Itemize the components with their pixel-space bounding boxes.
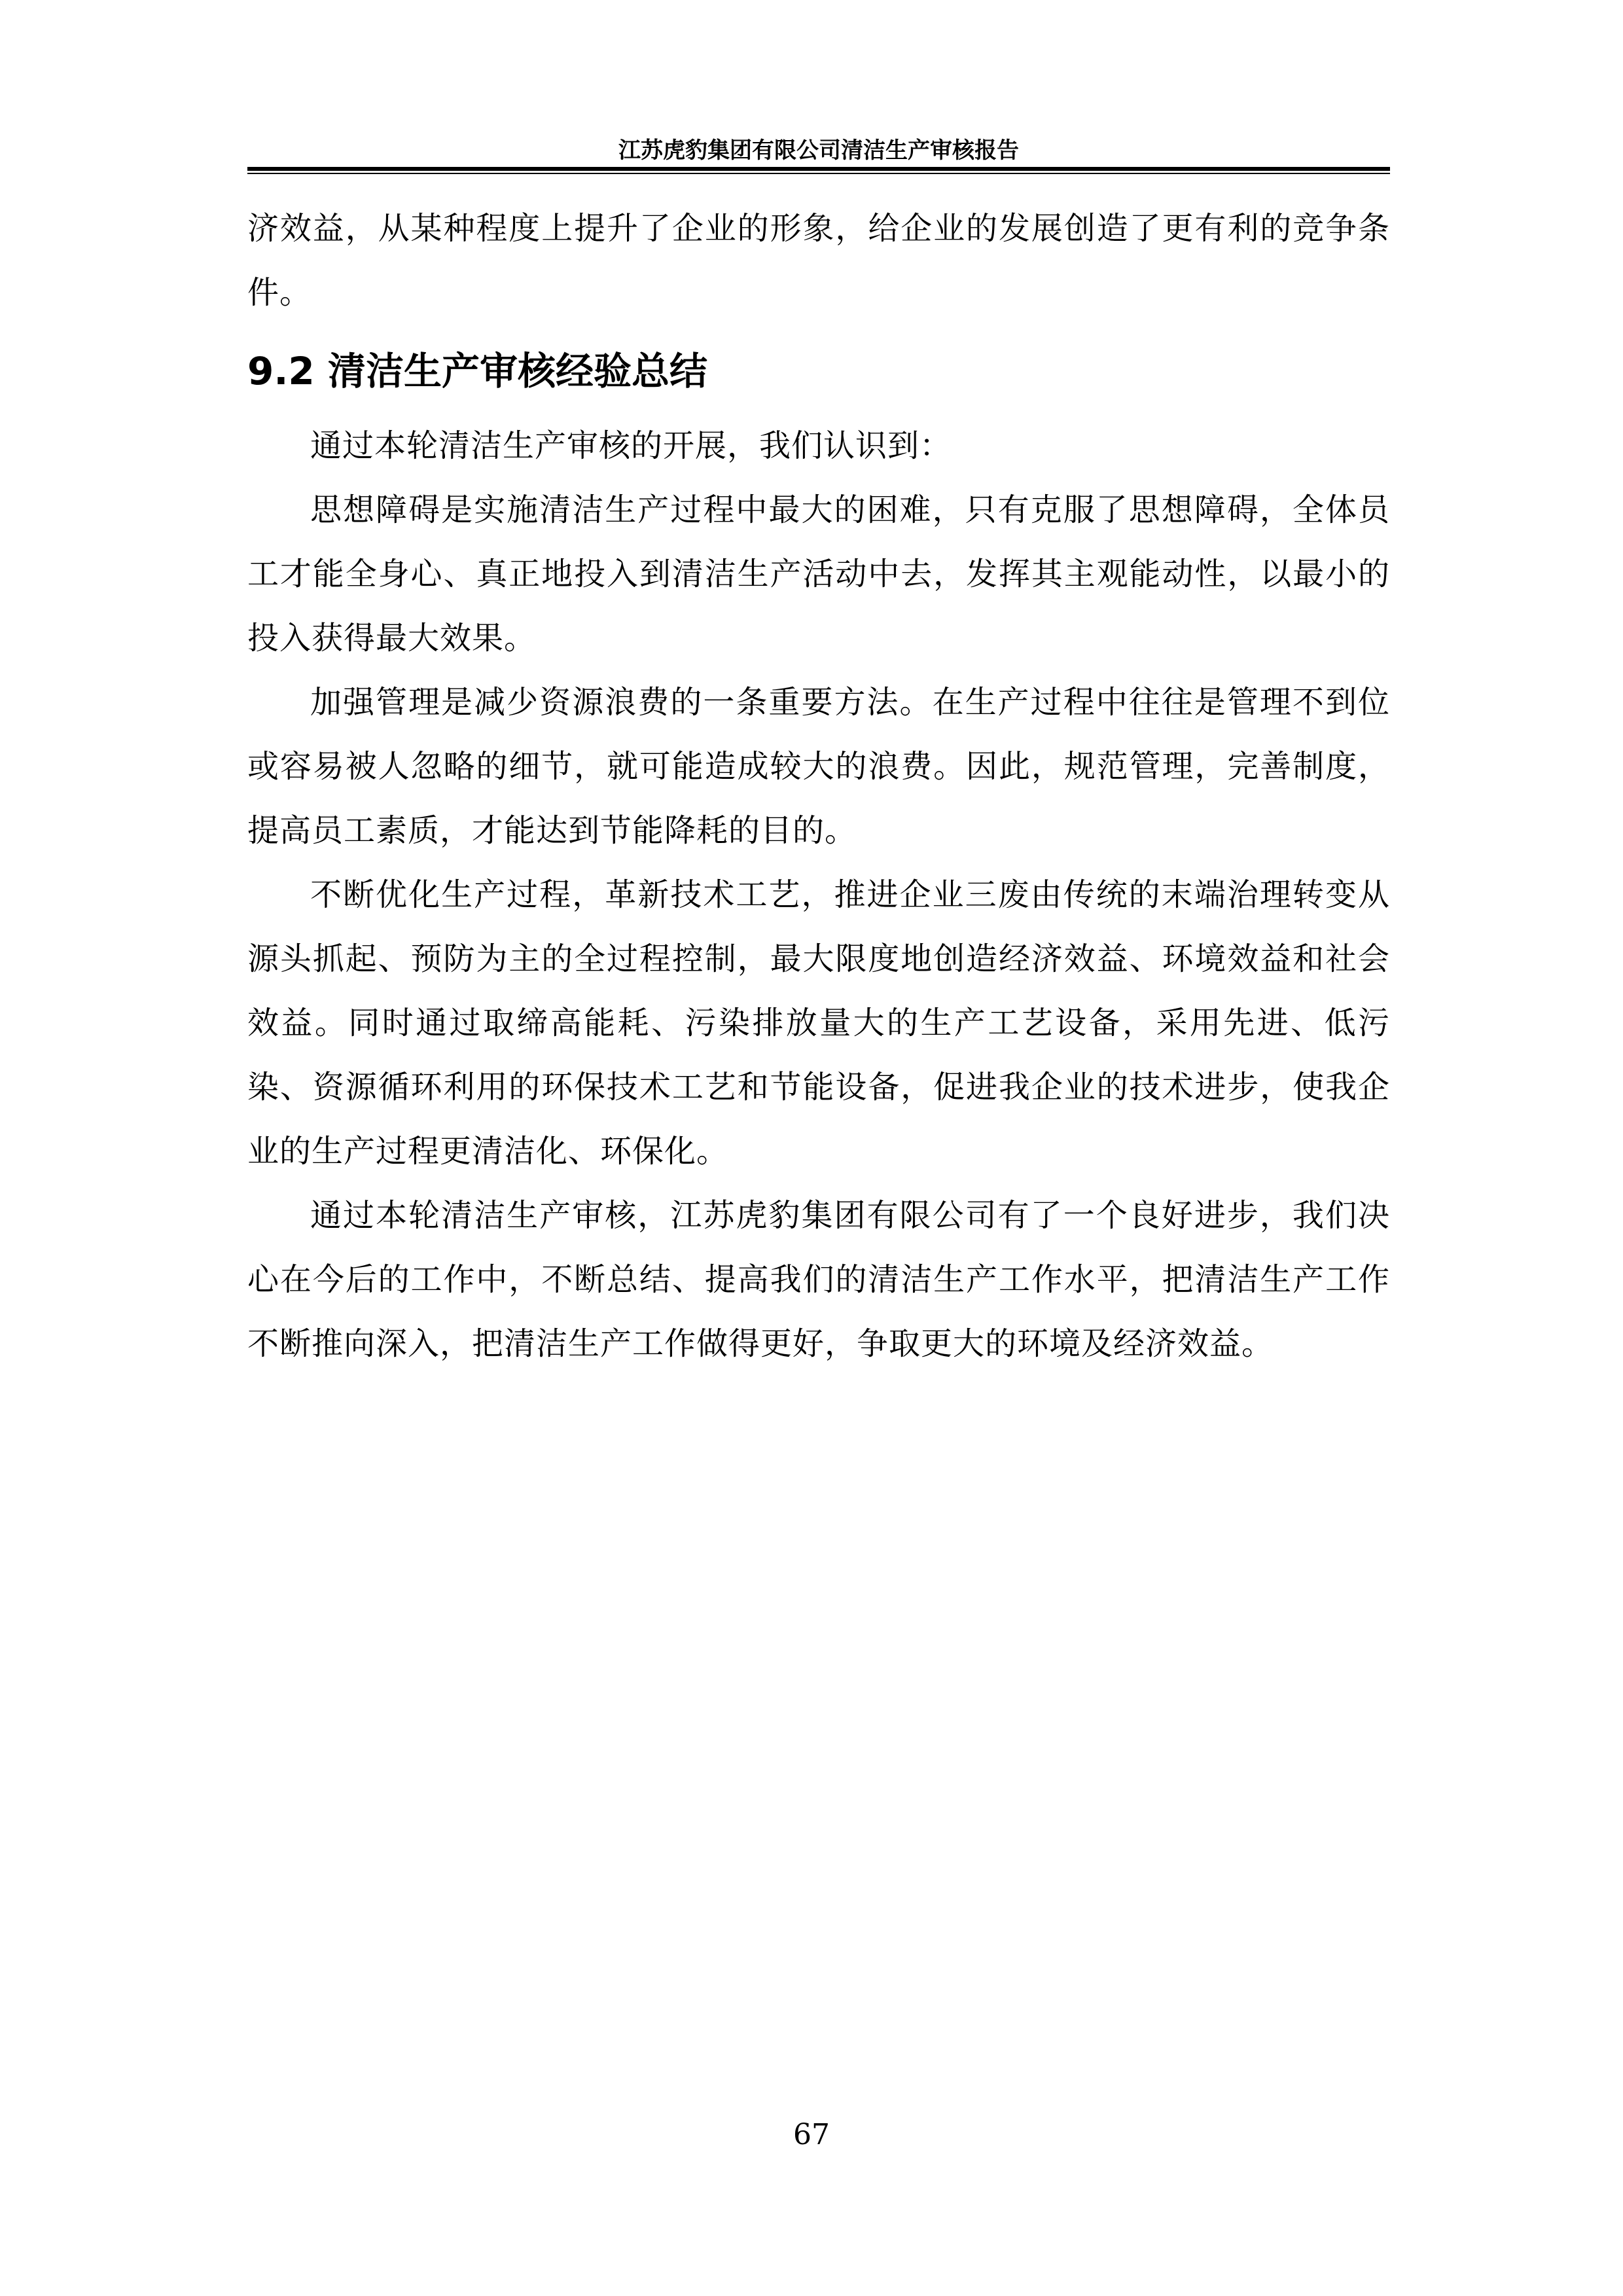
paragraph-mindset: 思想障碍是实施清洁生产过程中最大的困难，只有克服了思想障碍，全体员工才能全身心、真正地投入到清洁生产活动中去，发挥其主观能动性，以最小的投入获得最大效果。: [247, 492, 1390, 656]
continuation-block: [247, 196, 1390, 325]
paragraph-process: 不断优化生产过程，革新技术工艺，推进企业三废由传统的末端治理转变从源头抓起、预防为主的全过程控制，最大限度地创造经济效益、环境效益和社会效益。同时通过取缔高能耗、污染排放量大的生产工艺设备，采用先进、低污染、资源循环利用的环保技术工艺和节能设备，促进我企业的技术进步，使我企业的生产过程更清洁化、环保化。: [247, 876, 1390, 1170]
page-header-title: 江苏虎豹集团有限公司清洁生产审核报告: [618, 137, 1019, 164]
paragraph-management: 加强管理是减少资源浪费的一条重要方法。在生产过程中往往是管理不到位或容易被人忽略的细节，就可能造成较大的浪费。因此，规范管理，完善制度，提高员工素质，才能达到节能降耗的目的。: [247, 684, 1390, 849]
paragraph-intro: 通过本轮清洁生产审核的开展，我们认识到：: [310, 427, 952, 464]
paragraph-conclusion: 通过本轮清洁生产审核，江苏虎豹集团有限公司有了一个良好进步，我们决心在今后的工作中，不断总结、提高我们的清洁生产工作水平，把清洁生产工作不断推向深入，把清洁生产工作做得更好，争取更大的环境及经济效益。: [247, 1197, 1390, 1362]
section-heading: 9.2 清洁生产审核经验总结: [247, 349, 707, 393]
section-body: [247, 414, 1390, 1376]
header-rule: [247, 167, 1390, 174]
page-number: 67: [793, 2118, 830, 2151]
continuation-paragraph: 济效益，从某种程度上提升了企业的形象，给企业的发展创造了更有利的竞争条件。: [247, 210, 1390, 311]
